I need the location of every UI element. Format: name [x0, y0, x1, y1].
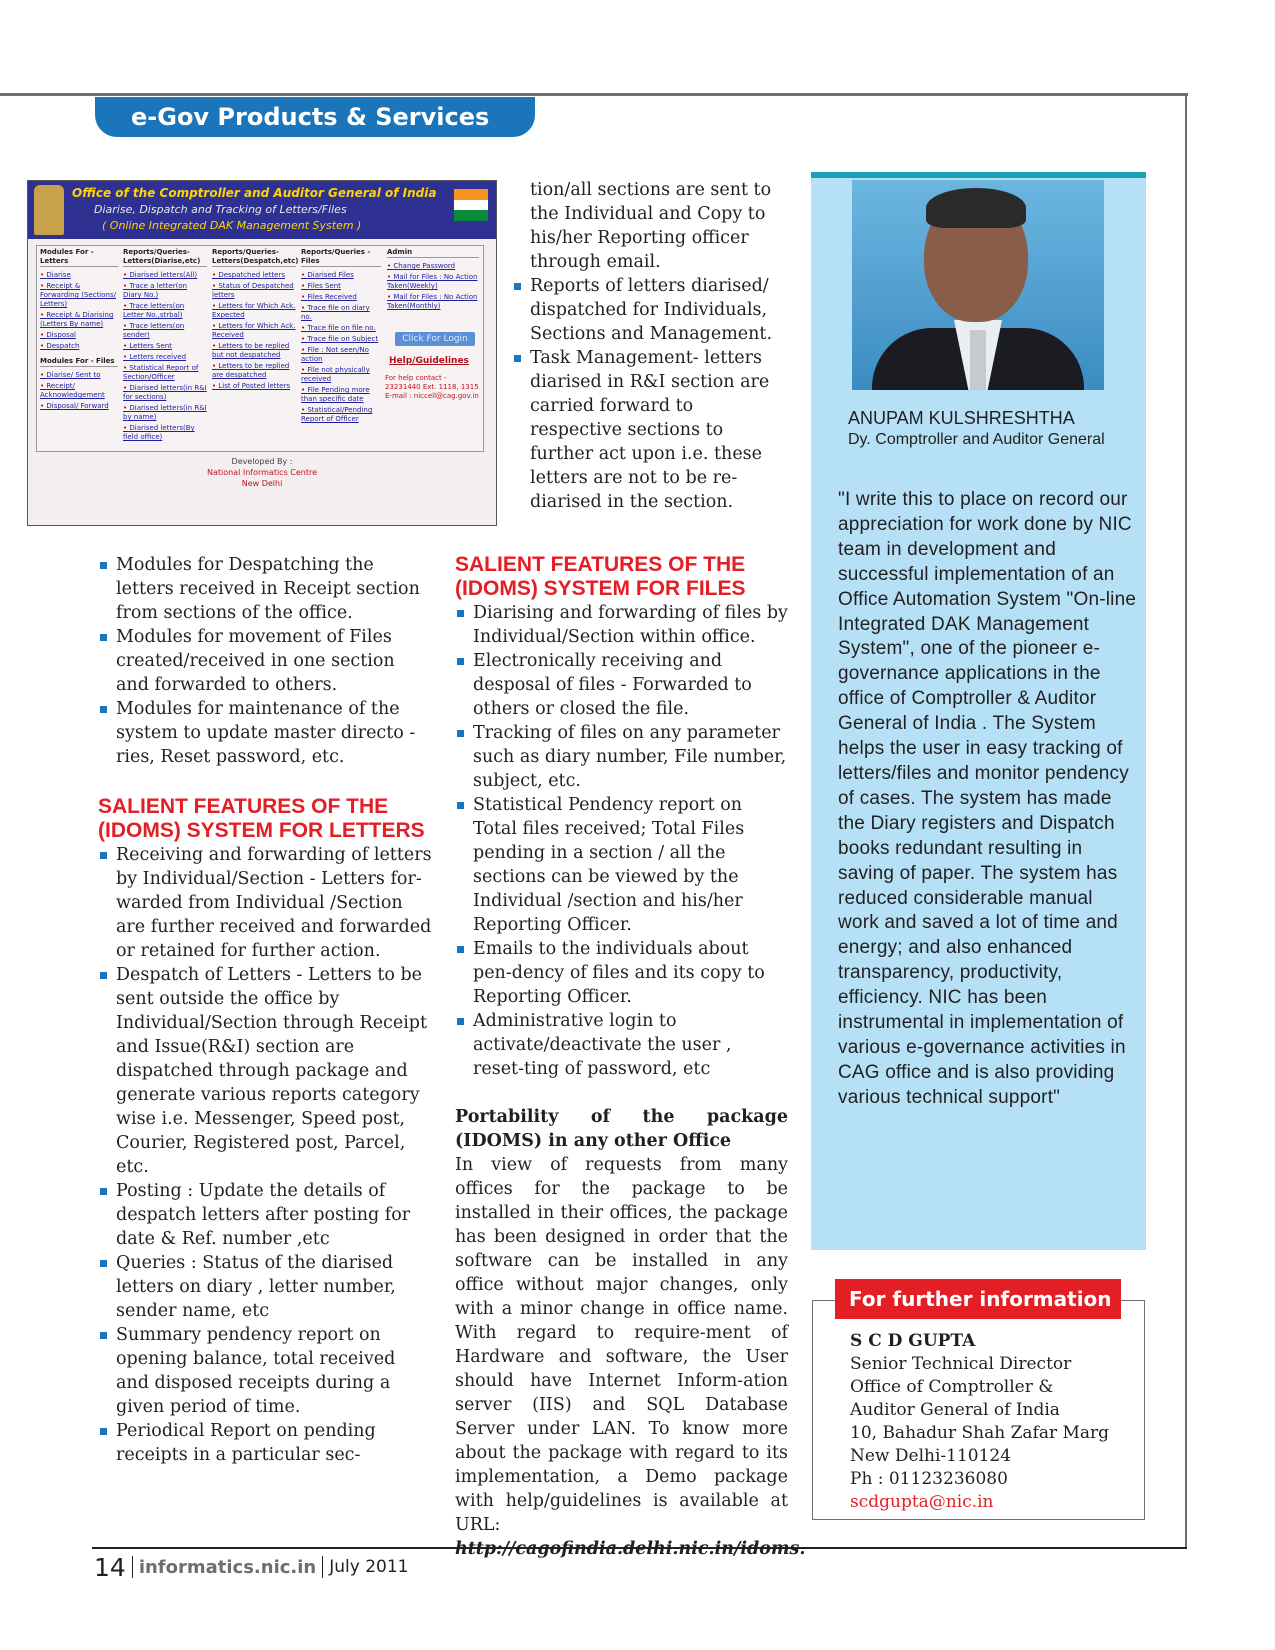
list-item: Receiving and forwarding of letters by Individual/Section - Letters for-warded from Individual /Section are further received and forwarded or retained for further action. — [98, 843, 432, 963]
menu-link[interactable]: • Trace file on file no. — [301, 324, 381, 333]
india-flag-icon — [454, 189, 488, 221]
menu-link[interactable]: • Statistical/Pending Report of Officer — [301, 406, 381, 424]
list-item: Tracking of files on any parameter such as diary number, File number, subject, etc. — [455, 721, 788, 793]
menu-link[interactable]: • File not physically received — [301, 366, 381, 384]
col1 — [98, 553, 432, 1467]
col2 — [455, 553, 806, 1561]
list-item: Electronically receiving and desposal of files - Forwarded to others or closed the file. — [455, 649, 788, 721]
menu-col-despatch-reports: Reports/Queries- Letters(Despatch,etc) • Despatched letters • Status of Despatched letters • Letters for Which Ack. Expected • Letters for Which Ack. Received • Letters to be replied but not despatched • Letters to be replied are despatched • List of Posted letters — [212, 248, 296, 393]
top-rule — [0, 93, 1188, 96]
menu-link[interactable]: • Receipt/ Acknowledgement — [40, 382, 118, 400]
login-button[interactable]: Click For Login — [395, 332, 475, 346]
contact-name: S C D GUPTA — [850, 1331, 976, 1351]
menu-link[interactable]: • List of Posted letters — [212, 382, 296, 391]
contact-line: Auditor General of India — [850, 1400, 1060, 1420]
menu-link[interactable]: • Mail for Files : No Action Taken(Weekly) — [387, 273, 479, 291]
footer-issue-date: July 2011 — [329, 1557, 409, 1577]
sidebar-top-bar — [811, 172, 1146, 178]
list-item: Despatch of Letters - Letters to be sent outside the office by Individual/Section through Receipt and Issue(R&I) section are dispatched through package and generate various reports category wise i.e. Messenger, Speed post, Courier, Registered post, Parcel, etc. — [98, 963, 432, 1179]
menu-link[interactable]: • Letters for Which Ack. Received — [212, 322, 296, 340]
menu-link[interactable]: • Status of Despatched letters — [212, 282, 296, 300]
menu-link[interactable]: • Files Received — [301, 293, 381, 302]
menu-link[interactable]: • Letters to be replied are despatched — [212, 362, 296, 380]
menu-col-file-reports: Reports/Queries - Files • Diarised Files • Files Sent • Files Received • Trace file on diary no. • Trace file on file no. • Trace file on Subject • File : Not seen/No action • File not physically received • File Pending more than specific date • Statistical/Pending Report of Officer — [301, 248, 381, 426]
page-footer — [94, 1552, 409, 1582]
menu-link[interactable]: • Receipt & Diarising (Letters By name) — [40, 311, 118, 329]
list-item: Administrative login to activate/deactivate the user , reset-ting of password, etc — [455, 1009, 788, 1081]
menu-link[interactable]: • Trace a letter(on Diary No.) — [123, 282, 207, 300]
screenshot-header — [28, 181, 496, 239]
menu-link[interactable]: • File : Not seen/No action — [301, 346, 381, 364]
menu-link[interactable]: • Letters for Which Ack. Expected — [212, 302, 296, 320]
developed-by: Developed By : National Informatics Centre New Delhi — [206, 457, 318, 488]
testimonial-quote: "I write this to place on record our appreciation for work done by NIC team in development and successful implementation of an Office Automation System "On-line Integrated DAK Management System", one of the pioneer e-governance applications in the office of Comptroller & Auditor General of India . The System helps the user in easy tracking of letters/files and monitor pendency of cases. The system has made the Diary registers and Dispatch books redundant resulting in saving of paper. The system has reduced considerable manual work and saved a lot of time and energy; and also enhanced transparency, productivity, efficiency. NIC has been instrumental in implementation of various e-governance activities in CAG office and is also providing various technical support" — [838, 489, 1137, 1108]
contact-line: 10, Bahadur Shah Zafar Marg — [850, 1423, 1110, 1443]
list-item: Periodical Report on pending receipts in a particular sec- — [98, 1419, 432, 1467]
contact-details — [850, 1330, 1109, 1514]
menu-link[interactable]: • Disposal/ Forward — [40, 402, 118, 411]
menu-link[interactable]: • File Pending more than specific date — [301, 386, 381, 404]
footer-site: informatics.nic.in — [138, 1556, 317, 1578]
menu-link[interactable]: • Diarise — [40, 271, 118, 280]
menu-link[interactable]: • Change Password — [387, 262, 479, 271]
menu-link[interactable]: • Diarised Files — [301, 271, 381, 280]
menu-link[interactable]: • Trace file on Subject — [301, 335, 381, 344]
menu-link[interactable]: • Receipt & Forwarding (Sections/ Letters) — [40, 282, 118, 309]
list-item: Posting : Update the details of despatch letters after posting for date & Ref. number ,etc — [98, 1179, 432, 1251]
menu-link[interactable]: • Diarised letters(All) — [123, 271, 207, 280]
footer-divider — [322, 1556, 323, 1578]
menu-link[interactable]: • Letters received — [123, 353, 207, 362]
list-item: Modules for Despatching the letters received in Receipt section from sections of the office. — [98, 553, 432, 625]
list-item: Modules for maintenance of the system to update master directo - ries, Reset password, etc. — [98, 697, 432, 769]
list-item: Diarising and forwarding of files by Individual/Section within office. — [455, 601, 788, 649]
contact-line: Senior Technical Director — [850, 1354, 1072, 1374]
menu-col-letters: Modules For - Letters • Diarise • Receipt & Forwarding (Sections/ Letters) • Receipt & Diarising (Letters By name) • Disposal • Despatch Modules For - Files • Diarise/ Sent to • Receipt/ Acknowledgement • Disposal/ Forward — [40, 248, 118, 413]
continuation-text: tion/all sections are sent to the Individual and Copy to his/her Reporting officer through email. — [530, 180, 772, 272]
section-tab: e-Gov Products & Services — [95, 97, 535, 137]
menu-link[interactable]: • Letters to be replied but not despatched — [212, 342, 296, 360]
menu-link[interactable]: • Statistical Report of Section/Officer — [123, 364, 207, 382]
testimonial-title: Dy. Comptroller and Auditor General — [848, 431, 1105, 448]
right-rule — [1185, 93, 1187, 1548]
portability-heading: Portability of the package (IDOMS) in any other Office — [455, 1107, 788, 1151]
files-features-bullets — [455, 601, 788, 1081]
screenshot-subtitle: Diarise, Dispatch and Tracking of Letters/Files — [94, 203, 347, 216]
menu-link[interactable]: • Despatched letters — [212, 271, 296, 280]
menu-link[interactable]: • Diarised letters(in R&I by name) — [123, 404, 207, 422]
menu-link[interactable]: • Despatch — [40, 342, 118, 351]
screenshot-system-name: ( Online Integrated DAK Management System ) — [102, 219, 362, 232]
list-item: Task Management- letters diarised in R&I section are carried forward to respective sections to further act upon i.e. these letters are not to be re-diarised in the section. — [512, 346, 790, 514]
list-item: Statistical Pendency report on Total files received; Total Files pending in a section / all the sections can be viewed by the Individual /section and his/her Reporting Officer. — [455, 793, 788, 937]
emblem-icon — [34, 185, 64, 235]
menu-link[interactable]: • Trace letters(on sender) — [123, 322, 207, 340]
contact-email-link[interactable]: scdgupta@nic.in — [850, 1492, 994, 1512]
testimonial-name: ANUPAM KULSHRESHTHA — [848, 408, 1075, 428]
files-features-heading: SALIENT FEATURES OF THE (IDOMS) SYSTEM FOR FILES — [455, 553, 746, 600]
help-guidelines-link[interactable]: Help/Guidelines — [389, 356, 469, 366]
menu-col-letter-reports: Reports/Queries- Letters(Diarise,etc) • Diarised letters(All) • Trace a letter(on Diary No.) • Trace letters(on Letter No.,strbal) • Trace letters(on sender) • Letters Sent • Letters received • Statistical Report of Section/Officer • Diarised letters(in R&I for sections) • Diarised letters(in R&I by name) • Diarised letters(By field office) — [123, 248, 207, 444]
screenshot-title: Office of the Comptroller and Auditor General of India — [72, 186, 437, 200]
col2-top — [530, 178, 790, 514]
menu-link[interactable]: • Files Sent — [301, 282, 381, 291]
list-item: Summary pendency report on opening balance, total received and disposed receipts during a given period of time. — [98, 1323, 432, 1419]
menu-link[interactable]: • Mail for Files : No Action Taken(Monthly) — [387, 293, 479, 311]
list-item: Modules for movement of Files created/received in one section and forwarded to others. — [98, 625, 432, 697]
module-bullets — [98, 553, 432, 769]
contact-heading: For further information — [835, 1279, 1121, 1319]
menu-link[interactable]: • Trace file on diary no. — [301, 304, 381, 322]
help-contact: For help contact - 23231440 Ext. 1118, 1315 E-mail : niccell@cag.gov.in — [385, 374, 479, 400]
letters-features-heading: SALIENT FEATURES OF THE (IDOMS) SYSTEM FOR LETTERS — [98, 795, 425, 842]
footer-divider — [132, 1556, 133, 1578]
menu-link[interactable]: • Letters Sent — [123, 342, 207, 351]
menu-col-admin: Admin • Change Password • Mail for Files : No Action Taken(Weekly) • Mail for Files : No Action Taken(Monthly) — [387, 248, 479, 313]
col2-top-bullets — [512, 274, 790, 514]
list-item: Reports of letters diarised/ dispatched for Individuals, Sections and Management. — [512, 274, 790, 346]
idoms-screenshot — [27, 180, 497, 526]
portrait-photo — [852, 180, 1104, 390]
menu-link[interactable]: • Diarise/ Sent to — [40, 371, 118, 380]
contact-phone: Ph : 01123236080 — [850, 1469, 1008, 1489]
menu-link[interactable]: • Diarised letters(in R&I for sections) — [123, 384, 207, 402]
page-number: 14 — [94, 1552, 126, 1582]
idoms-url-link[interactable]: http://cagofindia.delhi.nic.in/idoms. — [455, 1539, 806, 1559]
contact-line: Office of Comptroller & — [850, 1377, 1054, 1397]
screenshot-menu-panel — [36, 245, 484, 452]
menu-link[interactable]: • Trace letters(on Letter No.,strbal) — [123, 302, 207, 320]
menu-link[interactable]: • Diarised letters(By field office) — [123, 424, 207, 442]
portability-text: In view of requests from many offices for the package to be installed in their offices, the package has been designed in order that the software can be installed in any office without major changes, only with a minor change in office name. With regard to require-ment of Hardware and software, the User should have Internet Inform-ation server (IIS) and SQL Database Server under LAN. To know more about the package with regard to its implementation, a Demo package with help/guidelines is available at URL: — [455, 1155, 788, 1535]
list-item: Queries : Status of the diarised letters on diary , letter number, sender name, etc — [98, 1251, 432, 1323]
menu-link[interactable]: • Disposal — [40, 331, 118, 340]
contact-line: New Delhi-110124 — [850, 1446, 1012, 1466]
letters-features-bullets — [98, 843, 432, 1467]
list-item: Emails to the individuals about pen-dency of files and its copy to Reporting Officer. — [455, 937, 788, 1009]
